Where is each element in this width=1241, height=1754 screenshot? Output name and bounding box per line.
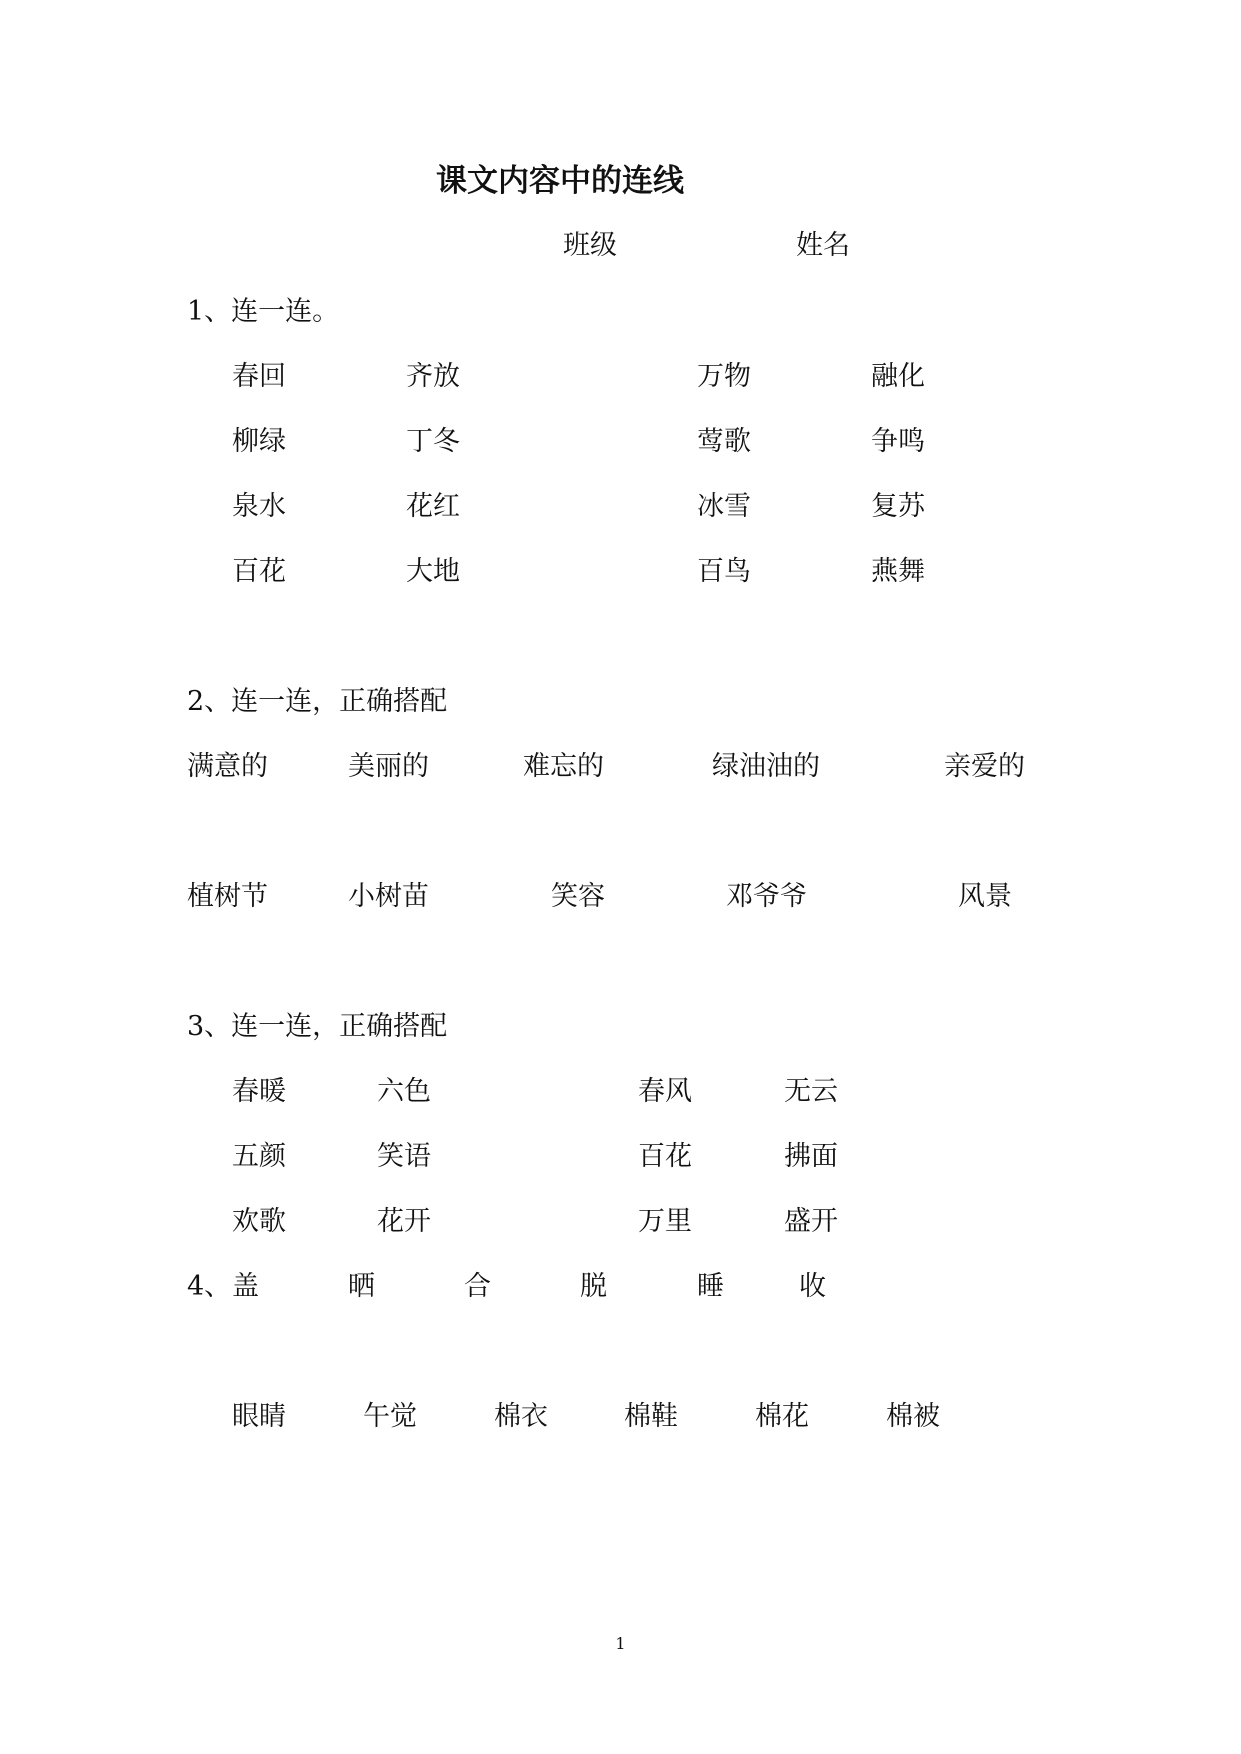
q4-noun[interactable]: 眼睛 xyxy=(232,1401,286,1432)
q3-heading: 3、连一连，正确搭配 xyxy=(187,1011,448,1042)
q4-verb[interactable]: 睡 xyxy=(697,1271,724,1302)
q2-heading: 2、连一连，正确搭配 xyxy=(187,686,448,717)
q3-word[interactable]: 欢歌 xyxy=(232,1206,286,1237)
q3-word[interactable]: 无云 xyxy=(784,1076,838,1107)
q1-heading: 1、连一连。 xyxy=(187,296,340,327)
q2-top-word[interactable]: 满意的 xyxy=(187,751,268,782)
q2-top-word[interactable]: 难忘的 xyxy=(523,751,604,782)
q4-verb[interactable]: 收 xyxy=(799,1271,826,1302)
q4-number: 4、 xyxy=(187,1271,232,1302)
q1-word[interactable]: 大地 xyxy=(406,556,460,587)
q2-bottom-word[interactable]: 风景 xyxy=(958,881,1012,912)
class-label: 班级 xyxy=(563,230,617,261)
q4-noun[interactable]: 棉花 xyxy=(755,1401,809,1432)
q4-noun[interactable]: 棉衣 xyxy=(494,1401,548,1432)
q1-word[interactable]: 复苏 xyxy=(871,491,925,522)
q1-word[interactable]: 莺歌 xyxy=(697,426,751,457)
name-label: 姓名 xyxy=(796,230,850,261)
q1-word[interactable]: 冰雪 xyxy=(697,491,751,522)
q1-word[interactable]: 争鸣 xyxy=(871,426,925,457)
q1-word[interactable]: 百鸟 xyxy=(697,556,751,587)
q4-verb[interactable]: 合 xyxy=(464,1271,491,1302)
page-number: 1 xyxy=(615,1634,626,1653)
q4-verb[interactable]: 晒 xyxy=(348,1271,375,1302)
q3-word[interactable]: 拂面 xyxy=(784,1141,838,1172)
q1-word[interactable]: 齐放 xyxy=(406,361,460,392)
q1-word[interactable]: 燕舞 xyxy=(871,556,925,587)
q3-word[interactable]: 盛开 xyxy=(784,1206,838,1237)
q4-noun[interactable]: 午觉 xyxy=(363,1401,417,1432)
q4-verb[interactable]: 盖 xyxy=(232,1271,259,1302)
q2-top-word[interactable]: 绿油油的 xyxy=(712,751,820,782)
q2-bottom-word[interactable]: 邓爷爷 xyxy=(726,881,807,912)
q3-word[interactable]: 笑语 xyxy=(377,1141,431,1172)
q1-word[interactable]: 丁冬 xyxy=(406,426,460,457)
q4-noun[interactable]: 棉被 xyxy=(886,1401,940,1432)
q1-word[interactable]: 融化 xyxy=(871,361,925,392)
q3-word[interactable]: 六色 xyxy=(377,1076,431,1107)
q2-bottom-word[interactable]: 笑容 xyxy=(551,881,605,912)
q1-word[interactable]: 万物 xyxy=(697,361,751,392)
q4-verb[interactable]: 脱 xyxy=(580,1271,607,1302)
q3-word[interactable]: 百花 xyxy=(638,1141,692,1172)
q1-word[interactable]: 春回 xyxy=(232,361,286,392)
q1-word[interactable]: 花红 xyxy=(406,491,460,522)
q3-word[interactable]: 花开 xyxy=(377,1206,431,1237)
q2-bottom-word[interactable]: 小树苗 xyxy=(348,881,429,912)
q3-word[interactable]: 万里 xyxy=(638,1206,692,1237)
q2-top-word[interactable]: 亲爱的 xyxy=(944,751,1025,782)
q3-word[interactable]: 春暖 xyxy=(232,1076,286,1107)
page-title: 课文内容中的连线 xyxy=(436,163,684,199)
q3-word[interactable]: 五颜 xyxy=(232,1141,286,1172)
q2-bottom-word[interactable]: 植树节 xyxy=(187,881,268,912)
q1-word[interactable]: 百花 xyxy=(232,556,286,587)
q4-noun[interactable]: 棉鞋 xyxy=(624,1401,678,1432)
q1-word[interactable]: 泉水 xyxy=(232,491,286,522)
q3-word[interactable]: 春风 xyxy=(638,1076,692,1107)
q1-word[interactable]: 柳绿 xyxy=(232,426,286,457)
q2-top-word[interactable]: 美丽的 xyxy=(348,751,429,782)
